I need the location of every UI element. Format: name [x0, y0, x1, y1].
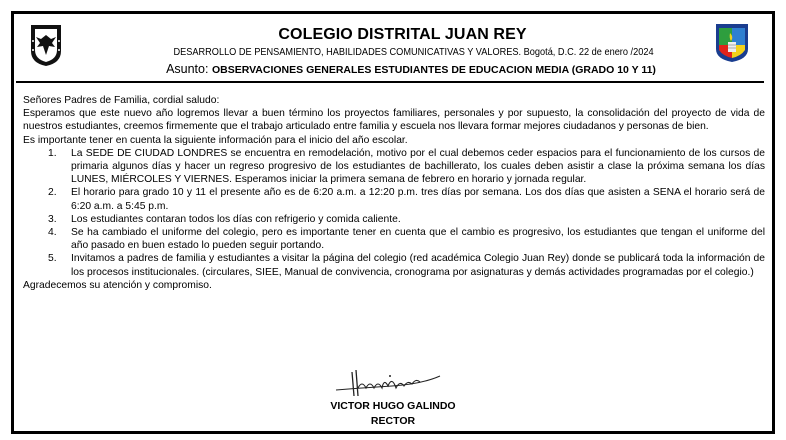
signer-role: RECTOR [370, 415, 416, 427]
school-motto-date: DESARROLLO DE PENSAMIENTO, HABILIDADES COMUNICATIVAS Y VALORES. Bogotá, D.C. 22 de enero /2024 [173, 47, 654, 58]
list-number: 2. [48, 187, 57, 199]
list-number: 3. [48, 213, 57, 225]
closing-line: Agradecemos su atención y compromiso. [23, 279, 212, 291]
school-shield-icon [715, 23, 749, 63]
lead-paragraph: Es importante tener en cuenta la siguiente información para el inicio del año escolar. [23, 134, 408, 146]
list-item [23, 252, 765, 278]
header-divider [16, 81, 764, 83]
document-frame [11, 11, 775, 434]
list-number: 1. [48, 147, 57, 159]
letter-body [23, 94, 765, 292]
list-text: Los estudiantes contaran todos los días con refrigerio y comida caliente. [71, 213, 401, 225]
intro-paragraph: Esperamos que este nuevo año logremos llevar a buen término los proyectos familiares, personales y por supuesto, la consolidación del proyecto de vida de nuestros estudiantes, creemos firmemente que el trabajo articulado entre familia y escuela nos llevara formar mejores ciudadanos y personas de bien. [23, 108, 765, 133]
handwritten-signature-icon [332, 366, 442, 400]
greeting: Señores Padres de Familia, cordial saludo: [23, 95, 220, 106]
list-text: Invitamos a padres de familia y estudiantes a visitar la página del colegio (red académica Colegio Juan Rey) donde se publicará toda la información de los procesos institucionales. (circulares, SIEE, Manual de convivencia, cronograma por asignaturas y demás actividades programadas por el colegio.) [71, 253, 765, 278]
list-text: La SEDE DE CIUDAD LONDRES se encuentra en remodelación, motivo por el cual debemos ceder espacios para el funcionamiento de los cursos de primaria algunos días y hacer un regreso progresivo de los estudiantes de bachillerato, los cuales deben asistir a clase la próxima semana los días LUNES, MIÉRCOLES Y VIERNES. Esperamos iniciar la primera semana de febrero en horario y jornada regular. [71, 147, 765, 186]
list-item [23, 186, 765, 212]
subject-text: OBSERVACIONES GENERALES ESTUDIANTES DE EDUCACION MEDIA (GRADO 10 Y 11) [211, 64, 656, 76]
school-name-title: COLEGIO DISTRITAL JUAN REY [278, 26, 527, 43]
info-list [23, 147, 765, 279]
list-text: Se ha cambiado el uniforme del colegio, pero es importante tener en cuenta que el cambio es progresivo, los estudiantes que tengan el uniforme del año pasado en buen estado lo pueden seguir portando. [71, 227, 765, 252]
signer-name: VICTOR HUGO GALINDO [330, 400, 456, 412]
list-item [23, 226, 765, 252]
subject-line [14, 62, 772, 76]
list-number: 4. [48, 227, 57, 239]
list-item [23, 213, 765, 226]
list-item [23, 147, 765, 187]
subject-label: Asunto: [166, 62, 212, 76]
list-text: El horario para grado 10 y 11 el presente año es de 6:20 a.m. a 12:20 p.m. tres días por semana. Los dos días que asisten a SENA el horario será de 6:20 a.m. a 5:45 p.m. [71, 187, 765, 212]
list-number: 5. [48, 253, 57, 265]
